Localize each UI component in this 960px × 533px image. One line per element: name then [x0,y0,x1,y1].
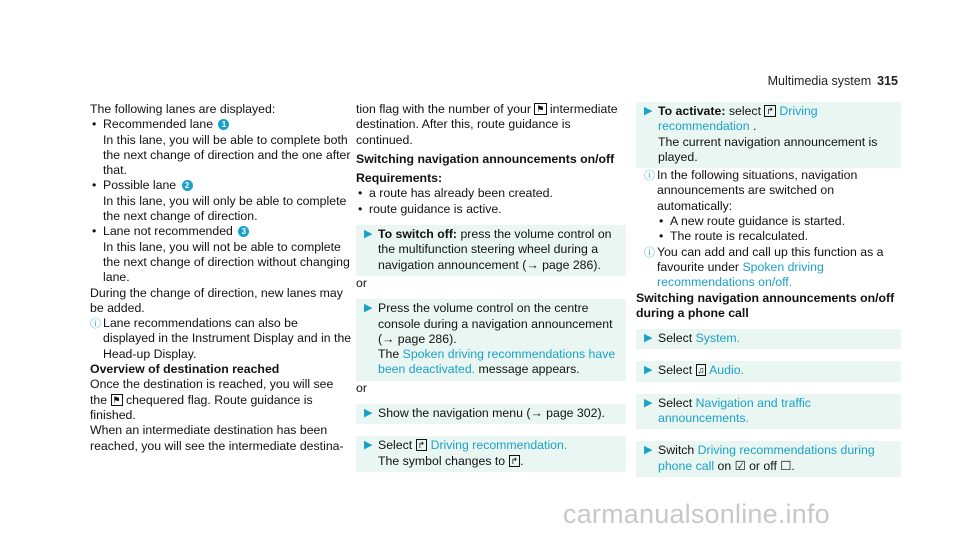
checkbox-checked-icon: ☑ [734,458,746,473]
requirements-heading: Requirements: [356,171,443,186]
page-header [768,74,898,88]
during-text: During the change of direction, new lanes may be added. [90,285,343,315]
lane1-desc: In this lane, you will be able to complete both the next change of direction and the one after that. [103,132,351,178]
step-arrow-icon: ▶ [364,439,373,452]
callout-2-icon: 2 [182,180,193,191]
s1-pre: Select [658,331,693,346]
step-arrow-icon: ▶ [364,302,373,315]
continuation-text [356,102,626,148]
switching-heading: Switching navigation announcements on/off [356,151,615,166]
step-select-system [636,329,901,349]
step1-bold: To switch off: [378,227,458,242]
s2-pre: Select [658,363,693,378]
speaker-turn-icon: ↱ [417,440,426,451]
lane-item-possible [90,178,352,193]
step-arrow-icon: ▶ [644,332,653,345]
or-1: or [356,275,367,290]
note-favourite [644,245,901,291]
auto-bullet-2: • The route is recalculated. [657,229,901,244]
intro-text: The following lanes are displayed: [90,102,276,116]
overview-text-a: Once the destination is reached, you will see the [90,377,334,407]
info-icon: ⓘ [90,318,101,331]
step-select-audio [636,361,901,381]
step-select-driving-rec: ▶ Select ↱ Driving recommendation. The symbol changes to ↱ . [356,436,626,472]
step-activate: ▶ To activate: select ↱ Driving recommendation . The current navigation announcement is played. [636,102,901,168]
step2-post: message appears. [478,362,580,377]
watermark: carmanualsonline.info [563,499,830,529]
note-text: Lane recommendations can also be displayed in the Instrument Display and in the Head-up Display. [103,316,352,361]
cont-b: intermediate destination. After this, route guidance is continued. [356,102,618,147]
step-switch-off [356,225,626,276]
note-auto-on [644,168,901,214]
step-show-nav-menu [356,404,626,424]
deactivated-message: Spoken driving recommendations have been deactivated. [378,347,616,377]
step2-text: Press the volume control on the centre console during a navigation announcement (→ page 286). [378,301,613,346]
s3-pre: Select [658,395,693,410]
driving-recommendation-link[interactable]: Driving recommendation. [430,438,568,453]
activate-pre: select [728,104,761,118]
info-icon: ⓘ [644,170,655,183]
step-select-nav-traffic [636,394,901,430]
column-2 [356,102,626,472]
info-icon: ⓘ [644,246,655,259]
checkbox-empty-icon: ☐ [780,458,792,473]
lane2-desc: In this lane, you will only be able to complete the next change of direction. [103,193,347,224]
step-press-volume [356,299,626,380]
activate-bold: To activate: [658,104,726,118]
callout-1-icon: 1 [218,119,229,130]
step-arrow-icon: ▶ [364,228,373,241]
lane1-label: Recommended lane [103,117,214,132]
lane-item-not-recommended [90,224,352,239]
step-switch-phone-call: ▶ Switch Driving recommendations during phone call on ☑ or off ☐. [636,441,901,477]
overview-heading: Overview of destination reached [90,362,280,377]
page-number: 315 [877,74,898,88]
section-title: Multimedia system [767,74,872,88]
audio-icon: ♫ [697,365,705,376]
phone-call-link[interactable]: Driving recommendations during phone call [658,443,875,473]
note-lane-display [90,316,352,362]
requirement-2: • route guidance is active. [356,202,626,217]
lane3-desc: In this lane, you will not be able to complete the next change of direction without changing lane. [103,239,350,285]
step-arrow-icon: ▶ [644,444,653,457]
step-arrow-icon: ▶ [644,105,653,117]
step1-text: press the volume control on the multifunction steering wheel during a navigation announcement (→ page 286). [378,227,612,272]
speaker-turn-icon: ↱ [766,106,774,116]
step4-pre: Select [378,438,413,453]
intermediate-flag-icon: ⚑ [536,104,545,114]
s4-on: on [717,458,732,473]
speaker-turn-muted-icon: ↱ [510,455,519,466]
favourite-link[interactable]: Spoken driving recommendations on/off. [657,259,824,290]
lane2-label: Possible lane [103,178,177,193]
system-link[interactable]: System. [695,331,741,346]
chequered-flag-icon: ⚑ [112,394,121,405]
audio-link[interactable]: Audio. [709,363,744,378]
nav-traffic-link[interactable]: Navigation and traffic announcements. [658,395,811,426]
cont-a: tion flag with the number of your [356,102,531,116]
lane-item-recommended [90,117,352,132]
s4-off: or off [749,458,777,473]
callout-3-icon: 3 [238,226,249,237]
phone-heading: Switching navigation announcements on/off during a phone call [636,290,895,320]
overview-text [90,377,352,423]
note1-text: In the following situations, navigation announcements are switched on automatically: [657,168,858,213]
lane3-label: Lane not recommended [103,224,233,239]
step2-pre: The [378,347,400,362]
column-1 [90,102,352,454]
step-arrow-icon: ▶ [644,396,653,409]
overview-text-b: chequered flag. Route guidance is finished. [90,392,313,422]
auto-bullet-1: • A new route guidance is started. [657,214,901,229]
step3-text: Show the navigation menu (→ page 302). [378,406,605,421]
step-arrow-icon: ▶ [364,407,373,420]
step-arrow-icon: ▶ [644,364,653,377]
requirement-1: • a route has already been created. [356,186,626,201]
or-2: or [356,380,367,395]
driving-recommendation-link[interactable]: Driving recommendation [658,104,818,134]
intermediate-text: When an intermediate destination has been reached, you will see the intermediate destina- [90,423,344,453]
s4-pre: Switch [658,443,695,458]
note2-pre: You can add and call up this function as a favourite under [657,244,884,274]
column-3 [636,102,901,477]
activate-post: The current navigation announcement is played. [658,134,878,164]
step4-post: The symbol changes to [378,453,506,468]
